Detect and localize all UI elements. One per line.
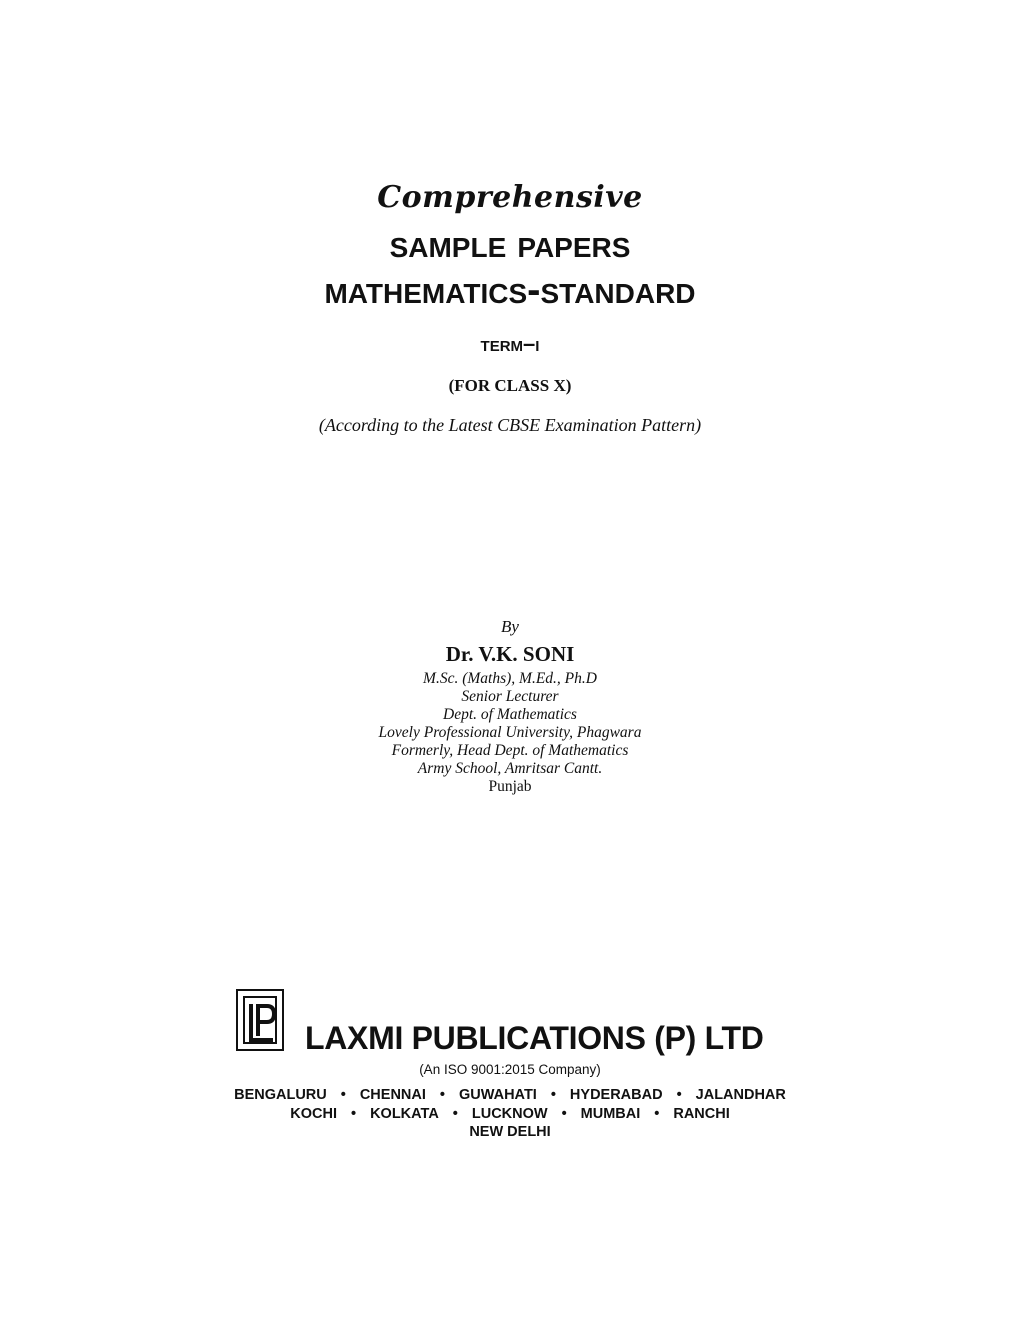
kicker-text: Comprehensive xyxy=(377,180,643,215)
bullet-separator: • xyxy=(654,1105,660,1122)
credential-line: Senior Lecturer xyxy=(461,688,559,705)
city-name: NEW DELHI xyxy=(469,1124,551,1140)
city-name: KOLKATA xyxy=(370,1105,439,1122)
class-label: (FOR CLASS X) xyxy=(448,376,572,395)
bullet-separator: • xyxy=(561,1105,567,1122)
city-name: LUCKNOW xyxy=(471,1105,548,1122)
term-label: term–i xyxy=(480,331,540,356)
bullet-separator: • xyxy=(439,1087,445,1103)
cities-line-2 xyxy=(0,1105,1020,1124)
credential-line: Formerly, Head Dept. of Mathematics xyxy=(391,742,629,759)
city-name: GUWAHATI xyxy=(458,1087,537,1103)
author-credentials xyxy=(0,670,1020,796)
credential-line: Dept. of Mathematics xyxy=(443,706,577,723)
credential-line: Lovely Professional University, Phagwara xyxy=(378,724,642,741)
credential-line: M.Sc. (Maths), M.Ed., Ph.D xyxy=(423,670,597,687)
credential-line: Punjab xyxy=(488,778,532,795)
city-name: HYDERABAD xyxy=(569,1087,663,1103)
cities-line-3 xyxy=(0,1123,1020,1142)
cities-line-1 xyxy=(0,1086,1020,1105)
by-label: By xyxy=(501,617,519,636)
city-name: CHENNAI xyxy=(359,1087,426,1103)
title-line-2: mathematics-standard xyxy=(324,268,696,312)
pattern-note: (According to the Latest CBSE Examination Pattern) xyxy=(318,415,702,435)
publisher-name: LAXMI PUBLICATIONS (P) LTD xyxy=(305,1020,764,1056)
bullet-separator: • xyxy=(350,1105,357,1122)
bullet-separator: • xyxy=(340,1087,346,1103)
title-line-1: sample papers xyxy=(389,222,631,266)
publisher-cities xyxy=(0,1086,1020,1142)
city-name: JALANDHAR xyxy=(695,1087,786,1103)
credential-line: Army School, Amritsar Cantt. xyxy=(417,760,603,777)
city-name: KOCHI xyxy=(290,1105,337,1122)
laxmi-lp-logo-icon xyxy=(236,989,284,1051)
bullet-separator: • xyxy=(452,1105,458,1122)
iso-note: (An ISO 9001:2015 Company) xyxy=(419,1062,601,1077)
bullet-separator: • xyxy=(550,1087,556,1103)
author-name: Dr. V.K. SONI xyxy=(445,642,575,666)
bullet-separator: • xyxy=(676,1087,682,1103)
city-name: BENGALURU xyxy=(234,1087,327,1103)
city-name: RANCHI xyxy=(673,1105,730,1122)
city-name: MUMBAI xyxy=(580,1105,641,1122)
